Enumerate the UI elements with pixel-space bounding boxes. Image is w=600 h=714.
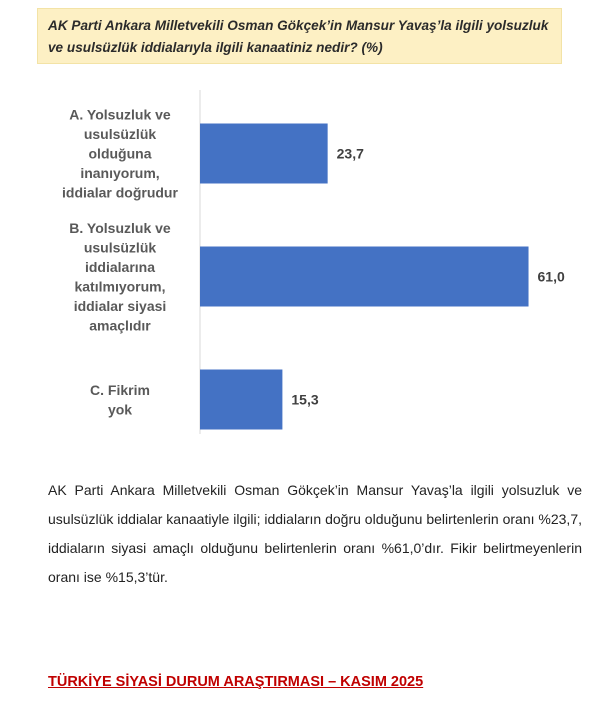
bar: [200, 247, 529, 307]
category-label: C. Fikrim yok: [90, 381, 150, 418]
bar: [200, 370, 282, 430]
bar: [200, 124, 328, 184]
value-label: 23,7: [336, 145, 364, 162]
category-label: B. Yolsuzluk ve usulsüzlük iddialarına katılmıyorum, iddialar siyasi amaçlıdır: [69, 219, 171, 334]
summary-paragraph: AK Parti Ankara Milletvekili Osman Gökçek’in Mansur Yavaş’la ilgili yolsuzluk ve usulsüzlük iddialar kanaatiyle ilgili; iddiaların doğru olduğunu belirtenlerin oranı %23,7, iddiaların siyasi amaçlı olduğunu belirtenlerin oranı %61,0’dır. Fikir belirtmeyenlerin oranı ise %15,3’tür.: [48, 482, 582, 585]
question-text: AK Parti Ankara Milletvekili Osman Gökçek’in Mansur Yavaş’la ilgili yolsuzluk ve usulsüzlük iddialarıyla ilgili kanaatiniz nedir? (%): [48, 18, 549, 55]
bar-chart: [0, 70, 600, 460]
question-box: [37, 8, 562, 64]
value-label: 15,3: [291, 391, 319, 408]
footer-title: TÜRKİYE SİYASİ DURUM ARAŞTIRMASI – KASIM 2025: [48, 674, 424, 690]
value-label: 61,0: [537, 268, 565, 285]
category-label: A. Yolsuzluk ve usulsüzlük olduğuna inanıyorum, iddialar doğrudur: [62, 106, 178, 201]
